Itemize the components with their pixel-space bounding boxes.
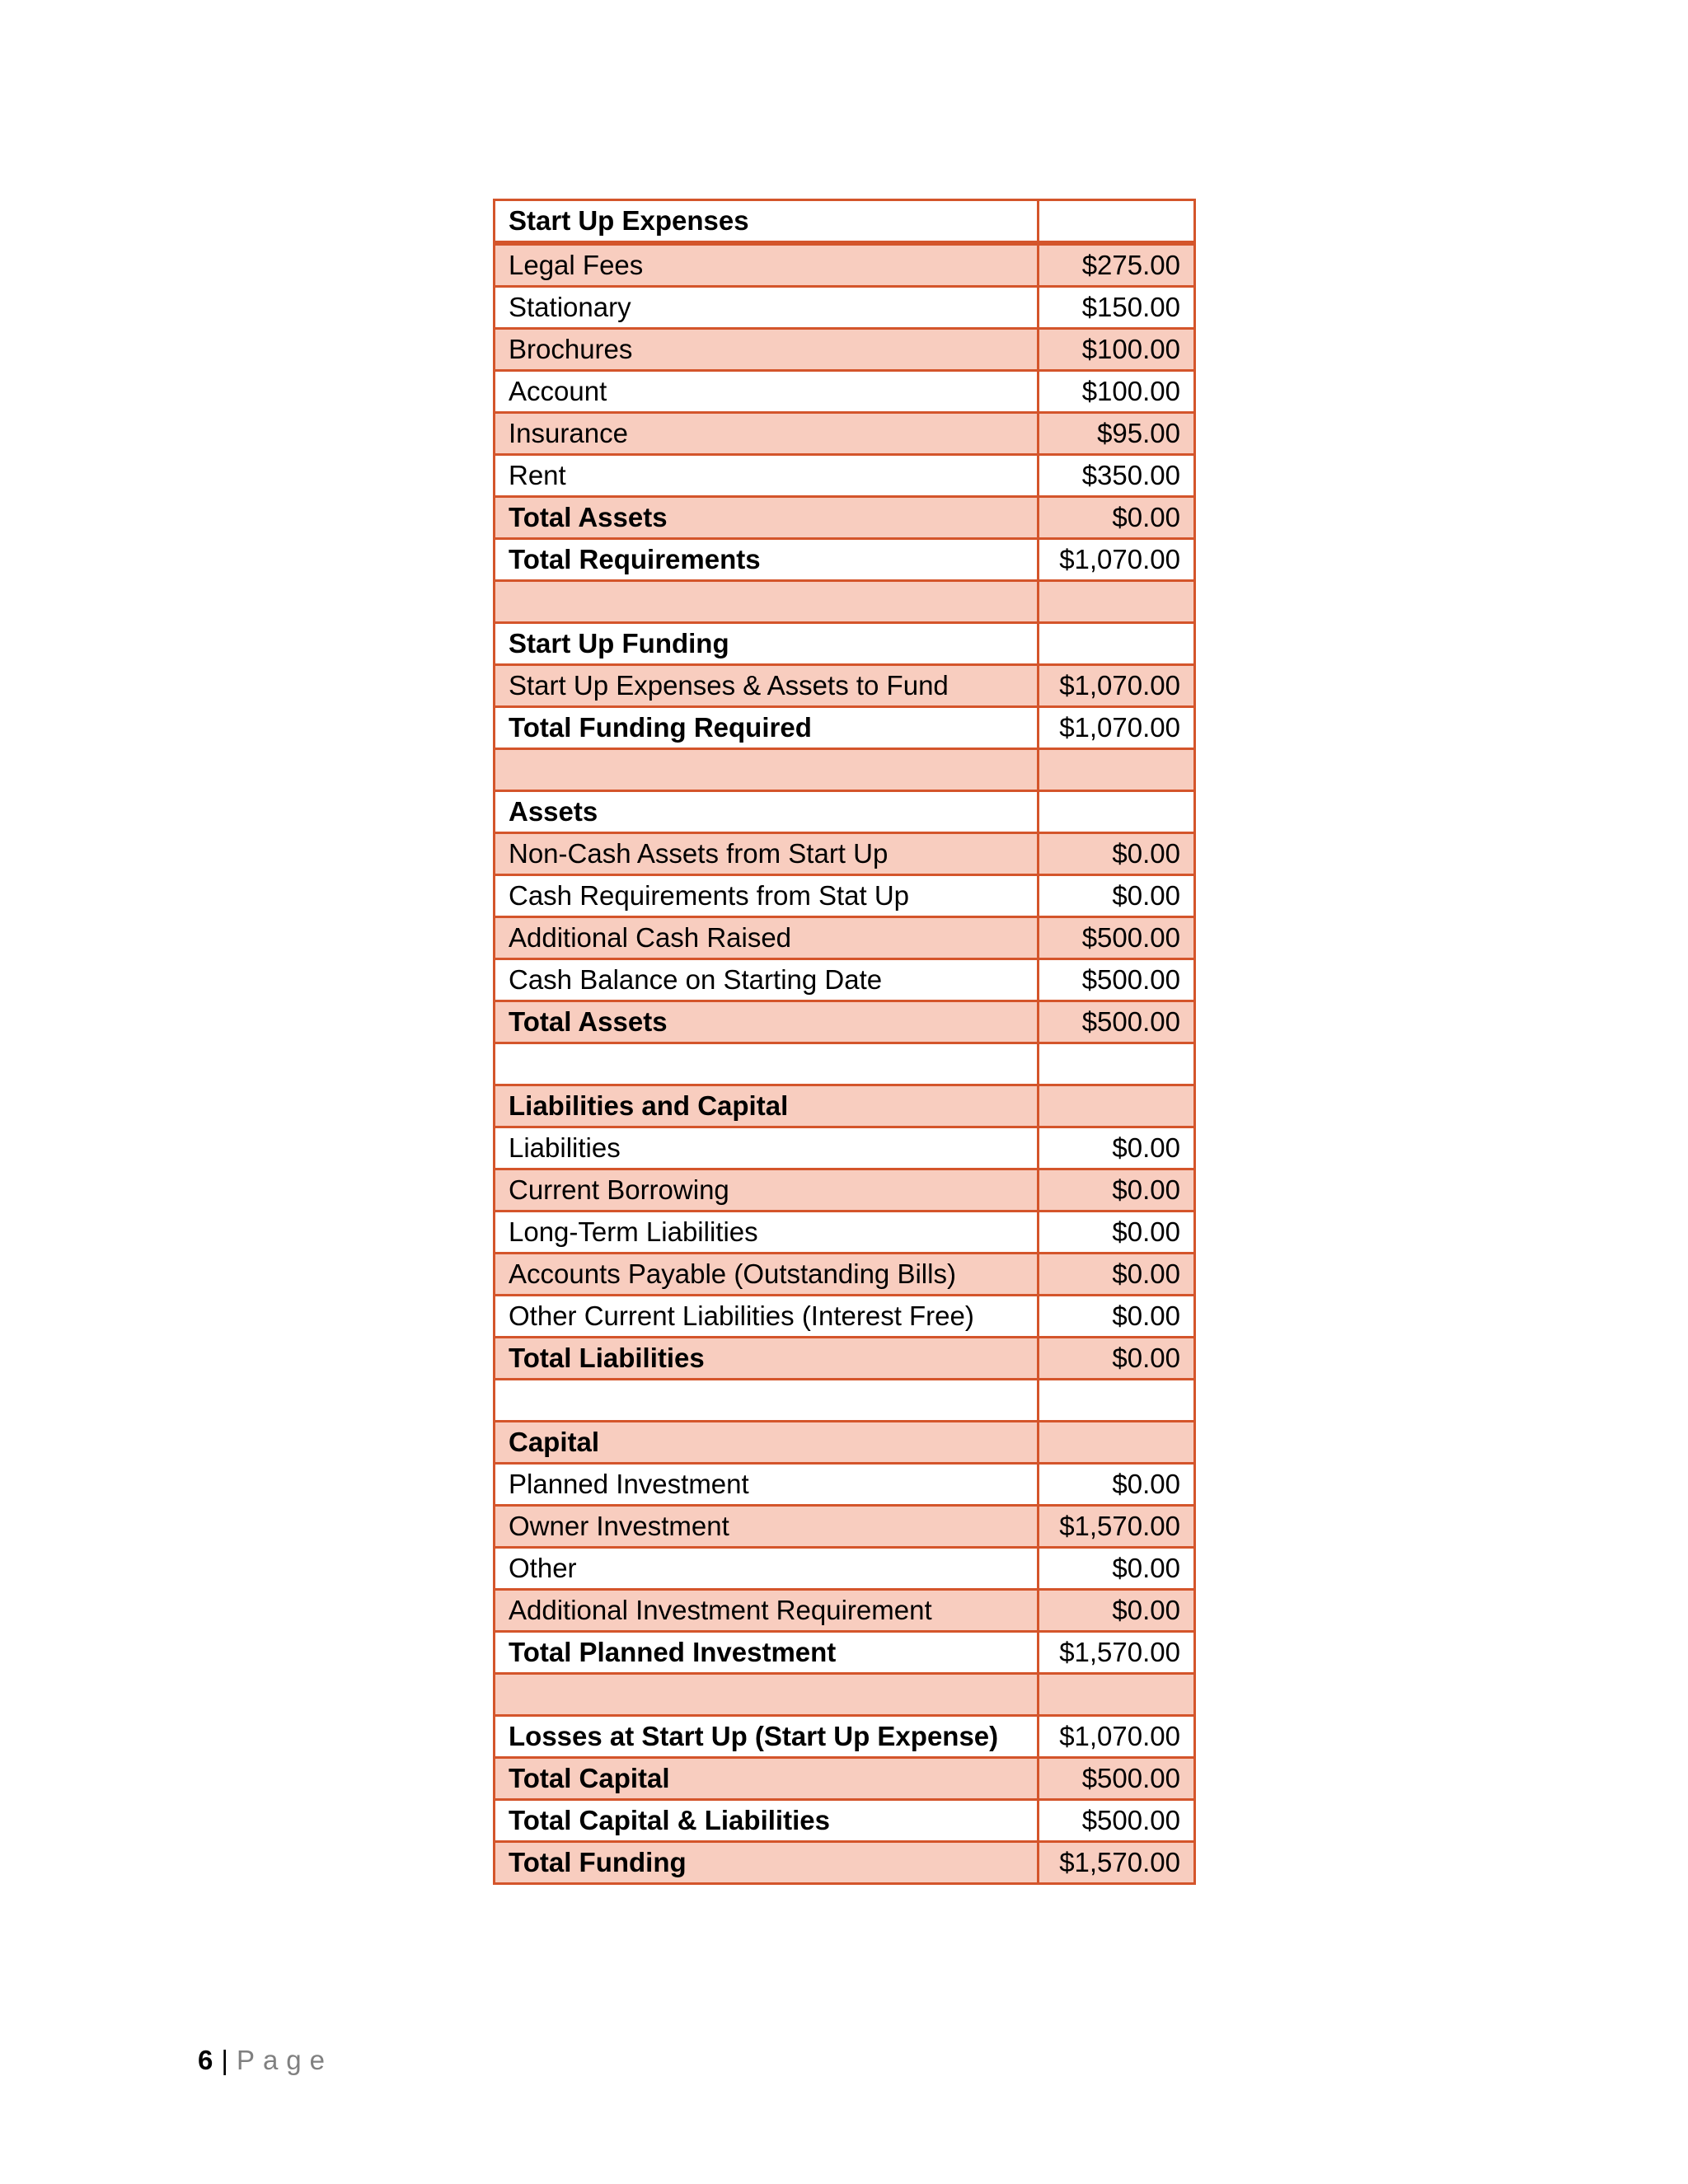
table-row <box>495 329 1195 371</box>
table-row-spacer <box>495 1674 1195 1716</box>
row-value: $0.00 <box>1039 1464 1195 1506</box>
row-label: Liabilities and Capital <box>495 1085 1039 1127</box>
table-row <box>495 1842 1195 1884</box>
row-label: Accounts Payable (Outstanding Bills) <box>495 1254 1039 1296</box>
table-row <box>495 707 1195 749</box>
row-value: $1,570.00 <box>1039 1842 1195 1884</box>
row-value: $0.00 <box>1039 1338 1195 1380</box>
table-row <box>495 1212 1195 1254</box>
table-row <box>495 1548 1195 1590</box>
row-label <box>495 581 1039 623</box>
table-row <box>495 1169 1195 1212</box>
page-footer <box>198 2044 333 2077</box>
table-row <box>495 1422 1195 1464</box>
row-label: Cash Balance on Starting Date <box>495 959 1039 1001</box>
table-row <box>495 665 1195 707</box>
row-label: Total Planned Investment <box>495 1632 1039 1674</box>
row-value: $500.00 <box>1039 1758 1195 1800</box>
row-label: Account <box>495 371 1039 413</box>
table-row <box>495 1800 1195 1842</box>
row-label: Planned Investment <box>495 1464 1039 1506</box>
row-value: $0.00 <box>1039 1296 1195 1338</box>
table-row <box>495 413 1195 455</box>
row-value: $0.00 <box>1039 1548 1195 1590</box>
row-label: Total Capital & Liabilities <box>495 1800 1039 1842</box>
table-body <box>495 200 1195 1884</box>
row-value: $95.00 <box>1039 413 1195 455</box>
table-row <box>495 623 1195 665</box>
row-label: Long-Term Liabilities <box>495 1212 1039 1254</box>
page-separator: | <box>221 2045 228 2075</box>
row-value <box>1039 1043 1195 1085</box>
row-label: Capital <box>495 1422 1039 1464</box>
table-row <box>495 833 1195 875</box>
table-row <box>495 243 1195 287</box>
table-row <box>495 287 1195 329</box>
page-number: 6 <box>198 2045 213 2075</box>
row-label <box>495 1380 1039 1422</box>
startup-financial-table <box>493 199 1196 1885</box>
row-value <box>1039 1380 1195 1422</box>
row-value <box>1039 200 1195 244</box>
row-value: $0.00 <box>1039 1254 1195 1296</box>
row-value: $100.00 <box>1039 329 1195 371</box>
row-label: Other <box>495 1548 1039 1590</box>
table-row <box>495 1254 1195 1296</box>
row-label: Non-Cash Assets from Start Up <box>495 833 1039 875</box>
row-value: $150.00 <box>1039 287 1195 329</box>
table-row <box>495 1001 1195 1043</box>
row-value: $1,570.00 <box>1039 1632 1195 1674</box>
row-value <box>1039 1085 1195 1127</box>
row-value <box>1039 1422 1195 1464</box>
row-label <box>495 1674 1039 1716</box>
row-label: Total Funding Required <box>495 707 1039 749</box>
row-value: $0.00 <box>1039 1590 1195 1632</box>
row-value: $1,570.00 <box>1039 1506 1195 1548</box>
table-row <box>495 959 1195 1001</box>
row-value: $500.00 <box>1039 917 1195 959</box>
row-label: Additional Cash Raised <box>495 917 1039 959</box>
row-value <box>1039 749 1195 791</box>
row-label: Total Assets <box>495 497 1039 539</box>
table-row <box>495 791 1195 833</box>
row-label: Losses at Start Up (Start Up Expense) <box>495 1716 1039 1758</box>
table-row <box>495 371 1195 413</box>
row-label: Owner Investment <box>495 1506 1039 1548</box>
row-value: $1,070.00 <box>1039 707 1195 749</box>
row-value <box>1039 1674 1195 1716</box>
table-row <box>495 1127 1195 1169</box>
table-row <box>495 875 1195 917</box>
table-row <box>495 455 1195 497</box>
row-value: $1,070.00 <box>1039 665 1195 707</box>
row-label: Start Up Funding <box>495 623 1039 665</box>
row-label: Total Requirements <box>495 539 1039 581</box>
row-label: Assets <box>495 791 1039 833</box>
table-row <box>495 1085 1195 1127</box>
table-row <box>495 917 1195 959</box>
row-label: Legal Fees <box>495 243 1039 287</box>
row-label: Brochures <box>495 329 1039 371</box>
row-label <box>495 1043 1039 1085</box>
row-value: $100.00 <box>1039 371 1195 413</box>
row-value: $1,070.00 <box>1039 539 1195 581</box>
row-value: $1,070.00 <box>1039 1716 1195 1758</box>
table-row <box>495 1506 1195 1548</box>
row-value: $0.00 <box>1039 1127 1195 1169</box>
table-row <box>495 497 1195 539</box>
row-label: Stationary <box>495 287 1039 329</box>
table-row <box>495 1716 1195 1758</box>
row-label: Other Current Liabilities (Interest Free) <box>495 1296 1039 1338</box>
row-label: Total Assets <box>495 1001 1039 1043</box>
row-label: Liabilities <box>495 1127 1039 1169</box>
row-value: $500.00 <box>1039 1001 1195 1043</box>
row-value: $0.00 <box>1039 833 1195 875</box>
row-label: Additional Investment Requirement <box>495 1590 1039 1632</box>
table-row <box>495 1296 1195 1338</box>
row-value: $0.00 <box>1039 497 1195 539</box>
row-label: Current Borrowing <box>495 1169 1039 1212</box>
row-value <box>1039 581 1195 623</box>
row-value <box>1039 791 1195 833</box>
row-value: $0.00 <box>1039 1212 1195 1254</box>
row-label: Start Up Expenses <box>495 200 1039 244</box>
row-label: Rent <box>495 455 1039 497</box>
row-label: Insurance <box>495 413 1039 455</box>
table-row-spacer <box>495 1043 1195 1085</box>
table-row <box>495 1758 1195 1800</box>
page-word: Page <box>236 2045 334 2075</box>
row-label: Start Up Expenses & Assets to Fund <box>495 665 1039 707</box>
table-row-spacer <box>495 749 1195 791</box>
table-row <box>495 1590 1195 1632</box>
row-value: $0.00 <box>1039 1169 1195 1212</box>
row-value: $350.00 <box>1039 455 1195 497</box>
row-value: $500.00 <box>1039 1800 1195 1842</box>
table-row <box>495 1338 1195 1380</box>
table-row <box>495 1632 1195 1674</box>
row-label: Total Liabilities <box>495 1338 1039 1380</box>
table-row-spacer <box>495 581 1195 623</box>
row-label <box>495 749 1039 791</box>
row-value: $500.00 <box>1039 959 1195 1001</box>
row-value: $275.00 <box>1039 243 1195 287</box>
table-row <box>495 200 1195 244</box>
row-value <box>1039 623 1195 665</box>
row-value: $0.00 <box>1039 875 1195 917</box>
table-row <box>495 1464 1195 1506</box>
table-row <box>495 539 1195 581</box>
table-row-spacer <box>495 1380 1195 1422</box>
row-label: Total Capital <box>495 1758 1039 1800</box>
row-label: Cash Requirements from Stat Up <box>495 875 1039 917</box>
row-label: Total Funding <box>495 1842 1039 1884</box>
